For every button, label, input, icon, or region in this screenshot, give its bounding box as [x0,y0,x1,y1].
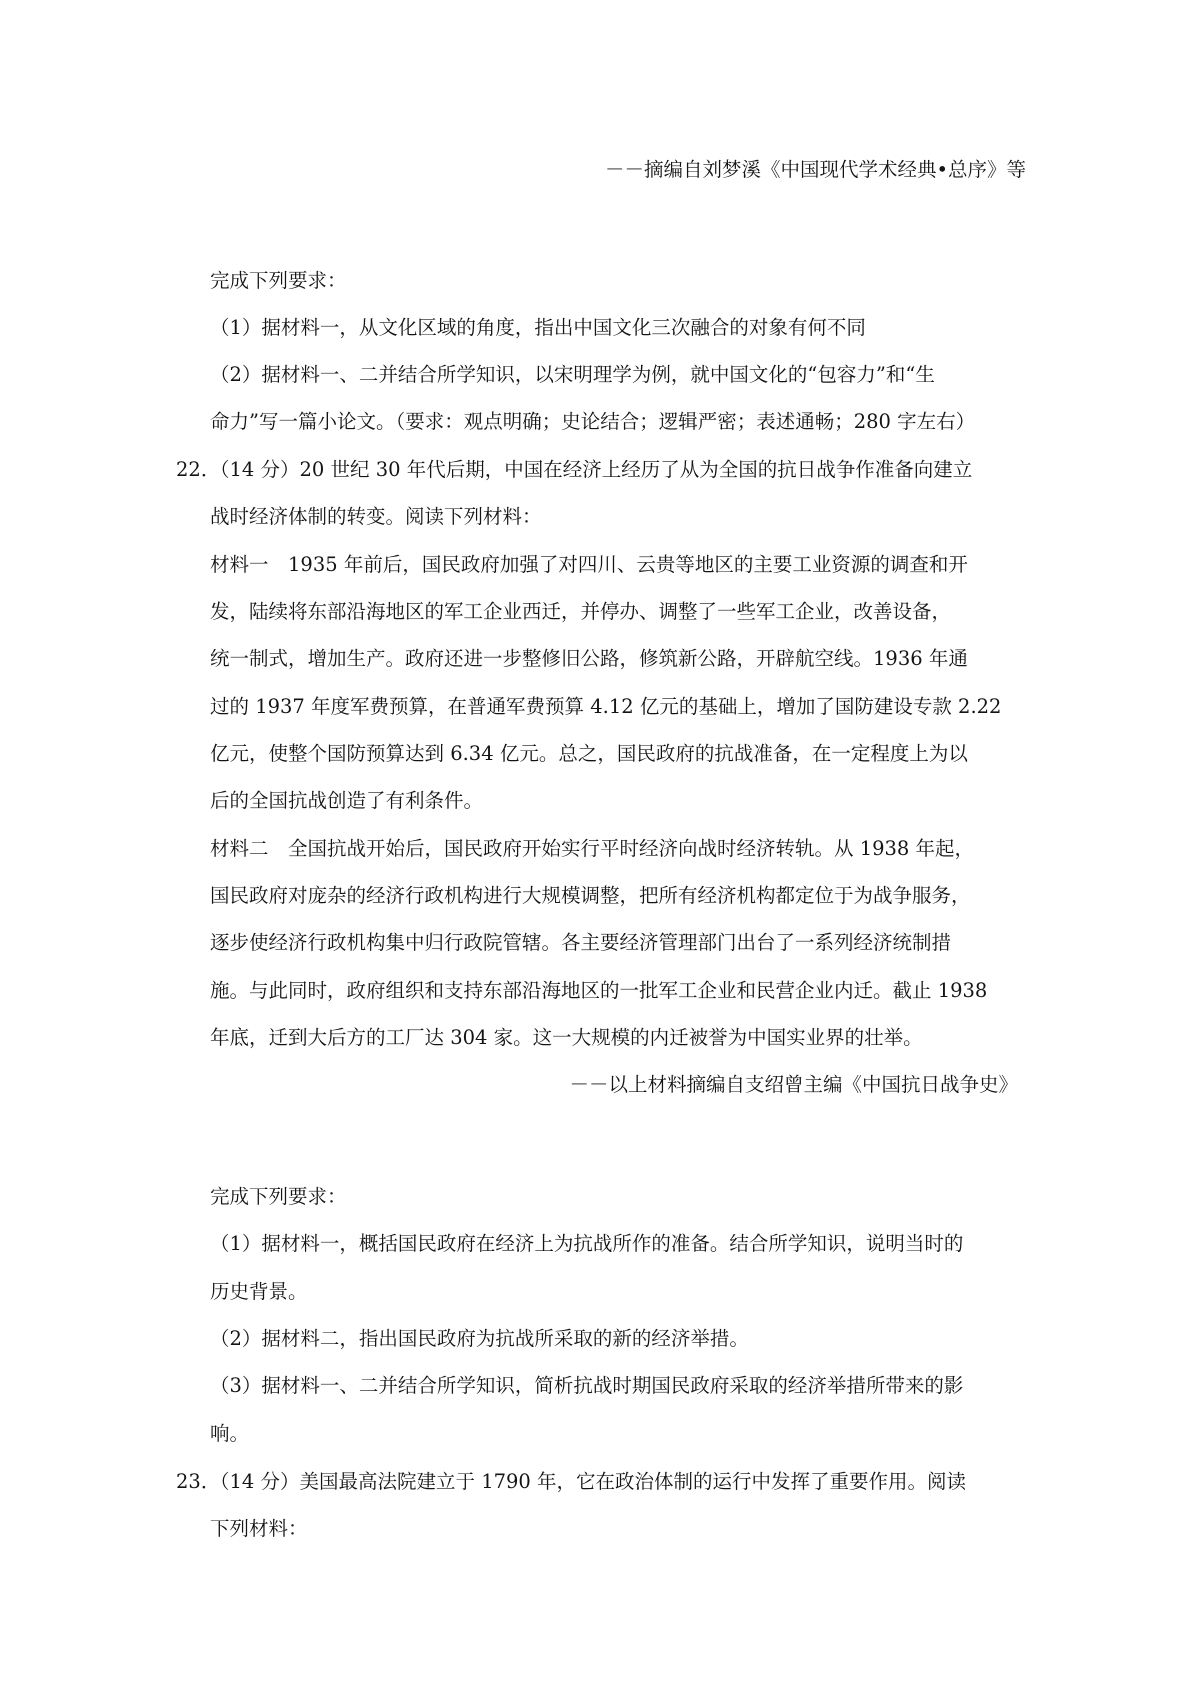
source-citation-1: －－摘编自刘梦溪《中国现代学术经典•总序》等 [604,158,1026,181]
source-citation-2: －－以上材料摘编自支绍曾主编《中国抗日战争史》 [569,1073,1018,1096]
question-22-part-3-cont: 响。 [210,1422,250,1445]
material-2-line-4: 施。与此同时，政府组织和支持东部沿海地区的一批军工企业和民营企业内迁。截止 1938 [210,979,988,1002]
question-21-part-1: （1）据材料一，从文化区域的角度，指出中国文化三次融合的对象有何不同 [210,316,866,339]
question-22-part-3: （3）据材料一、二并结合所学知识，简析抗战时期国民政府采取的经济举措所带来的影 [210,1374,964,1397]
question-22-number: 22． [176,458,221,481]
question-22-stem-cont: 战时经济体制的转变。阅读下列材料： [210,505,542,528]
question-21-part-2: （2）据材料一、二并结合所学知识，以宋明理学为例，就中国文化的“包容力”和“生 [210,363,935,386]
question-23-text: （14 分）美国最高法院建立于 1790 年，它在政治体制的运行中发挥了重要作用。阅读 [210,1470,967,1493]
material-1-line-3: 统一制式，增加生产。政府还进一步整修旧公路，修筑新公路，开辟航空线。1936 年通 [210,647,968,670]
question-22-part-2: （2）据材料二，指出国民政府为抗战所采取的新的经济举措。 [210,1327,749,1350]
material-2-line-3: 逐步使经济行政机构集中归行政院管辖。各主要经济管理部门出台了一系列经济统制措 [210,931,952,954]
question-22-text: （14 分）20 世纪 30 年代后期，中国在经济上经历了从为全国的抗日战争作准备向建立 [210,458,973,481]
question-22-part-1: （1）据材料一，概括国民政府在经济上为抗战所作的准备。结合所学知识，说明当时的 [210,1232,964,1255]
material-1-line-2: 发，陆续将东部沿海地区的军工企业西迁，并停办、调整了一些军工企业，改善设备， [210,600,952,623]
material-2-line-2: 国民政府对庞杂的经济行政机构进行大规模调整，把所有经济机构都定位于为战争服务， [210,884,971,907]
material-1-line-1: 材料一 1935 年前后，国民政府加强了对四川、云贵等地区的主要工业资源的调查和开 [210,553,968,576]
question-23-stem [176,1468,967,1496]
requirements-heading-22: 完成下列要求： [210,1185,347,1208]
question-23-number: 23． [176,1470,221,1493]
question-23-stem-cont: 下列材料： [210,1517,308,1540]
requirements-heading-21: 完成下列要求： [210,269,347,292]
material-1-line-4: 过的 1937 年度军费预算，在普通军费预算 4.12 亿元的基础上，增加了国防建设专款 2.22 [210,695,1002,718]
material-1-line-5: 亿元，使整个国防预算达到 6.34 亿元。总之，国民政府的抗战准备，在一定程度上为以 [210,742,968,765]
material-2-line-5: 年底，迁到大后方的工厂达 304 家。这一大规模的内迁被誉为中国实业界的壮举。 [210,1026,923,1049]
question-21-part-2-cont: 命力”写一篇小论文。（要求：观点明确；史论结合；逻辑严密；表述通畅；280 字左右） [210,410,976,433]
question-22-stem [176,456,973,484]
material-1-line-6: 后的全国抗战创造了有利条件。 [210,789,484,812]
material-2-line-1: 材料二 全国抗战开始后，国民政府开始实行平时经济向战时经济转轨。从 1938 年起， [210,837,975,860]
question-22-part-1-cont: 历史背景。 [210,1280,308,1303]
